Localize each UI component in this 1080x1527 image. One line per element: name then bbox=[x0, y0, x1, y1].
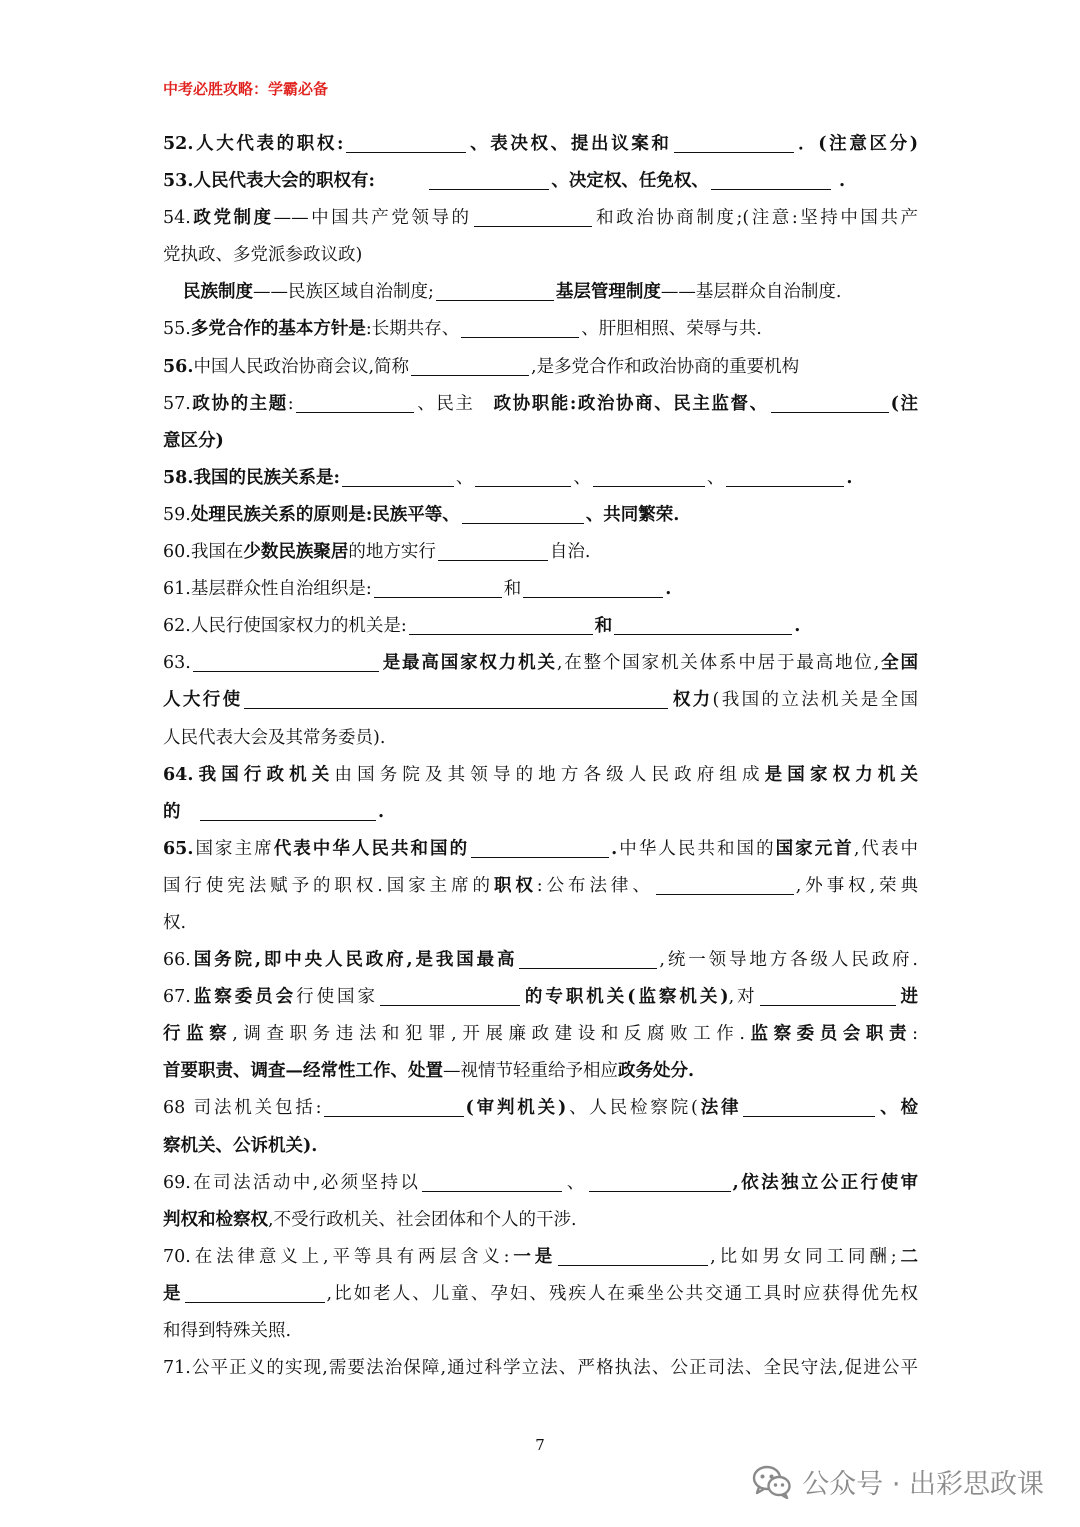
line-text: 监察委员会 bbox=[190, 987, 297, 1008]
line-text: (我国的立法机关是全国 bbox=[712, 690, 918, 711]
line-text: : bbox=[912, 1024, 918, 1045]
line-text: 多党合作的基本方针是 bbox=[190, 319, 366, 340]
line-text: 国家元首 bbox=[775, 838, 854, 859]
answer-blank[interactable] bbox=[614, 614, 792, 635]
line-text: : bbox=[287, 393, 294, 414]
question-line bbox=[163, 386, 918, 423]
line-text: 69.在司法活动中,必须坚持以 bbox=[163, 1172, 421, 1193]
line-text: 自治. bbox=[549, 542, 591, 563]
line-text: 中华人民共和国的 bbox=[617, 838, 776, 859]
page-header: 中考必胜攻略：学霸必备 bbox=[163, 80, 329, 98]
question-line bbox=[163, 349, 918, 386]
question-line bbox=[163, 200, 918, 237]
answer-blank[interactable] bbox=[296, 392, 414, 413]
answer-blank[interactable] bbox=[324, 1096, 464, 1117]
answer-blank[interactable] bbox=[185, 1282, 325, 1303]
answer-blank[interactable] bbox=[438, 540, 548, 561]
answer-blank[interactable] bbox=[244, 688, 668, 709]
line-text: 一是 bbox=[509, 1246, 557, 1267]
line-text: 政协的主题 bbox=[190, 393, 288, 414]
question-line bbox=[163, 311, 918, 348]
watermark-text: 公众号 · 出彩思政课 bbox=[802, 1469, 1044, 1500]
line-text: 71.公平正义的实现,需要法治保障,通过科学立法、严格执法、公正司法、全民守法,促进公平 bbox=[163, 1358, 918, 1379]
line-text: 、检 bbox=[877, 1098, 918, 1119]
line-text: (注 bbox=[890, 393, 918, 414]
question-line bbox=[163, 1239, 918, 1276]
line-text: 54. bbox=[163, 208, 191, 229]
line-text: 、共同繁荣. bbox=[585, 504, 680, 525]
line-text bbox=[375, 171, 428, 191]
line-text: 政务处分. bbox=[618, 1061, 695, 1082]
line-text: 63. bbox=[163, 653, 191, 674]
line-text: —视情节轻重给予相应 bbox=[443, 1061, 618, 1082]
question-line bbox=[163, 979, 918, 1016]
line-text: 61.基层群众性自治组织是: bbox=[163, 579, 372, 600]
line-text: 是最高国家权力机关 bbox=[380, 653, 557, 674]
line-text: 66. bbox=[163, 950, 191, 971]
line-text: ,比如男女同工同酬; bbox=[710, 1246, 897, 1267]
line-text: 二 bbox=[896, 1246, 918, 1267]
line-text: 的 bbox=[163, 801, 181, 822]
line-text: 67. bbox=[163, 987, 191, 1008]
line-text: 70.在法律意义上,平等具有两层含义: bbox=[163, 1246, 510, 1267]
line-text: 行监察 bbox=[163, 1024, 233, 1045]
line-text: 察机关、公诉机关). bbox=[163, 1135, 318, 1156]
question-line bbox=[163, 1202, 918, 1239]
line-text: 的专职机关(监察机关) bbox=[521, 987, 729, 1008]
line-text: 、决定权、任免权、 bbox=[551, 171, 709, 192]
question-line bbox=[163, 571, 918, 608]
line-text: :长期共存、 bbox=[365, 319, 460, 340]
line-text: ,对 bbox=[728, 987, 758, 1008]
worksheet-body bbox=[163, 126, 918, 1387]
answer-blank[interactable] bbox=[346, 132, 466, 153]
line-text: ,调查职务违法和犯罪,开展廉政建设和反腐败工作. bbox=[232, 1024, 745, 1045]
line-text: 59. bbox=[163, 504, 191, 525]
question-line bbox=[163, 1350, 918, 1387]
answer-blank[interactable] bbox=[674, 132, 794, 153]
answer-blank[interactable] bbox=[589, 1171, 731, 1192]
question-line bbox=[163, 645, 918, 682]
line-text: 53.人民代表大会的职权有: bbox=[163, 171, 375, 192]
line-text: ,外事权,荣典 bbox=[795, 875, 918, 896]
line-text: 64.我国行政机关 bbox=[163, 764, 335, 785]
line-text: 65. bbox=[163, 838, 194, 859]
question-line bbox=[163, 608, 918, 645]
answer-blank[interactable] bbox=[519, 948, 657, 969]
question-line bbox=[163, 1016, 918, 1053]
question-line bbox=[163, 868, 918, 905]
question-line bbox=[163, 682, 918, 719]
question-line bbox=[163, 1090, 918, 1127]
line-text: 是国家权力机关 bbox=[764, 764, 918, 785]
line-text: . bbox=[665, 579, 672, 600]
line-text: 55. bbox=[163, 319, 191, 340]
line-text: ．(注意区分) bbox=[795, 134, 918, 154]
question-line bbox=[163, 1128, 918, 1165]
line-text: 少数民族聚居 bbox=[243, 542, 349, 563]
wechat-icon bbox=[752, 1465, 792, 1499]
line-text: ,代表中 bbox=[853, 838, 918, 859]
line-text: 、人民检察院( bbox=[566, 1098, 698, 1119]
line-text: 民族制度 bbox=[183, 282, 253, 303]
line-text: 由国务院及其领导的地方各级人民政府组成 bbox=[334, 764, 765, 785]
question-line bbox=[163, 1313, 918, 1350]
line-text: 、 bbox=[564, 1172, 587, 1193]
answer-blank[interactable] bbox=[656, 874, 794, 895]
line-text: . bbox=[846, 467, 853, 488]
question-line bbox=[163, 163, 918, 200]
answer-blank[interactable] bbox=[475, 466, 571, 487]
line-text: ——基层群众自治制度. bbox=[660, 282, 842, 303]
answer-blank[interactable] bbox=[409, 614, 593, 635]
question-line bbox=[163, 423, 918, 460]
question-line bbox=[163, 1276, 918, 1313]
line-text: 56. bbox=[163, 356, 194, 377]
line-text: 中国人民政治协商会议,简称 bbox=[193, 356, 410, 377]
line-text: ,统一领导地方各级人民政府. bbox=[659, 950, 918, 971]
line-text: 政协职能:政治协商、民主监督、 bbox=[493, 393, 769, 414]
line-text: 是 bbox=[163, 1283, 183, 1304]
line-text: 57. bbox=[163, 393, 191, 414]
answer-blank[interactable] bbox=[422, 1171, 562, 1192]
line-text: 60.我国在 bbox=[163, 542, 244, 563]
question-line bbox=[163, 274, 918, 311]
answer-blank[interactable] bbox=[471, 837, 609, 858]
line-text: 职权 bbox=[493, 875, 537, 896]
line-text: 国务院,即中央人民政府,是我国最高 bbox=[190, 950, 518, 971]
question-line bbox=[163, 905, 918, 942]
line-text: 人大行使 bbox=[163, 690, 243, 711]
question-line bbox=[163, 794, 918, 831]
line-text: 52.人大代表的职权: bbox=[163, 134, 344, 154]
question-line bbox=[163, 237, 918, 274]
answer-blank[interactable] bbox=[558, 1245, 708, 1266]
question-line bbox=[163, 831, 918, 868]
line-text: ——民族区域自治制度; bbox=[253, 282, 434, 303]
line-text: (审判机关) bbox=[465, 1098, 567, 1119]
line-text: 68 司法机关包括: bbox=[163, 1098, 322, 1119]
answer-blank[interactable] bbox=[380, 985, 520, 1006]
answer-blank[interactable] bbox=[461, 317, 579, 338]
line-text: 代表中华人民共和国的 bbox=[273, 838, 470, 859]
line-text: ,依法独立公正行使审 bbox=[732, 1172, 918, 1193]
line-text: 58.我国的民族关系是: bbox=[163, 467, 340, 488]
question-line bbox=[163, 1165, 918, 1202]
answer-blank[interactable] bbox=[429, 169, 549, 190]
question-line bbox=[163, 1053, 918, 1090]
line-text: ,比如老人、儿童、孕妇、残疾人在乘坐公共交通工具时应获得优先权 bbox=[326, 1283, 918, 1304]
line-text: 国家主席 bbox=[193, 838, 274, 859]
answer-blank[interactable] bbox=[411, 355, 529, 376]
question-line bbox=[163, 534, 918, 571]
line-text: ,不受行政机关、社会团体和个人的干涉. bbox=[268, 1209, 577, 1230]
line-text: . bbox=[832, 171, 846, 192]
line-text: 党执政、多党派参政议政) bbox=[163, 245, 363, 266]
question-line bbox=[163, 126, 918, 163]
answer-blank[interactable] bbox=[743, 1096, 875, 1117]
line-text: 全国 bbox=[879, 653, 918, 674]
line-text: 判权和检察权 bbox=[163, 1209, 268, 1230]
line-text: 人民代表大会及其常务委员). bbox=[163, 727, 386, 748]
answer-blank[interactable] bbox=[711, 169, 831, 190]
answer-blank[interactable] bbox=[436, 280, 554, 301]
line-text: 首要职责、调查—经常性工作、处置 bbox=[163, 1061, 443, 1082]
line-text: 、民主 bbox=[415, 393, 494, 414]
line-text: 、 bbox=[573, 467, 591, 488]
answer-blank[interactable] bbox=[760, 985, 896, 1006]
answer-blank[interactable] bbox=[342, 466, 454, 487]
line-text: 进 bbox=[897, 987, 918, 1008]
answer-blank[interactable] bbox=[593, 466, 705, 487]
line-text: ——中国共产党领导的 bbox=[273, 208, 472, 229]
question-line bbox=[163, 497, 918, 534]
line-text bbox=[181, 802, 199, 822]
line-text: 意区分) bbox=[163, 430, 224, 451]
answer-blank[interactable] bbox=[193, 651, 379, 672]
line-text: 和 bbox=[503, 579, 522, 600]
line-text: . bbox=[794, 616, 801, 637]
line-text: 、 bbox=[455, 467, 474, 488]
line-text: 62.人民行使国家权力的机关是: bbox=[163, 616, 407, 637]
line-text: 国行使宪法赋予的职权.国家主席的 bbox=[163, 875, 494, 896]
answer-blank[interactable] bbox=[374, 577, 502, 598]
answer-blank[interactable] bbox=[726, 466, 844, 487]
question-line bbox=[163, 720, 918, 757]
line-text: 基层管理制度 bbox=[555, 282, 661, 303]
answer-blank[interactable] bbox=[462, 503, 584, 524]
line-text: 和政治协商制度;(注意:坚持中国共产 bbox=[593, 208, 918, 229]
question-line bbox=[163, 757, 918, 794]
line-text: . bbox=[378, 801, 385, 822]
wechat-watermark bbox=[752, 1462, 1044, 1501]
line-text: 政党制度 bbox=[190, 208, 274, 229]
line-text: 监察委员会职责 bbox=[744, 1024, 913, 1045]
line-text: 、肝胆相照、荣辱与共. bbox=[581, 319, 762, 340]
answer-blank[interactable] bbox=[771, 392, 889, 413]
line-text: 权力 bbox=[670, 690, 713, 711]
question-line bbox=[163, 460, 918, 497]
line-text: 、 bbox=[706, 467, 725, 488]
line-text: 处理民族关系的原则是:民族平等、 bbox=[190, 504, 460, 525]
page-number: 7 bbox=[535, 1436, 545, 1454]
line-text: ,在整个国家机关体系中居于最高地位, bbox=[556, 653, 880, 674]
answer-blank[interactable] bbox=[523, 577, 663, 598]
line-text: ,是多党合作和政治协商的重要机构 bbox=[531, 356, 800, 377]
answer-blank[interactable] bbox=[200, 800, 376, 821]
line-text: 的地方实行 bbox=[348, 542, 436, 563]
line-text: 和 bbox=[594, 616, 613, 637]
line-text: 法律 bbox=[697, 1098, 742, 1119]
question-line bbox=[163, 942, 918, 979]
answer-blank[interactable] bbox=[474, 206, 592, 227]
line-text: 行使国家 bbox=[296, 987, 378, 1008]
line-text: 、表决权、提出议案和 bbox=[467, 134, 672, 154]
line-text: 和得到特殊关照. bbox=[163, 1321, 292, 1341]
line-text: 权. bbox=[163, 912, 187, 933]
line-text: :公布法律、 bbox=[536, 875, 654, 896]
line-text: . bbox=[611, 838, 618, 859]
